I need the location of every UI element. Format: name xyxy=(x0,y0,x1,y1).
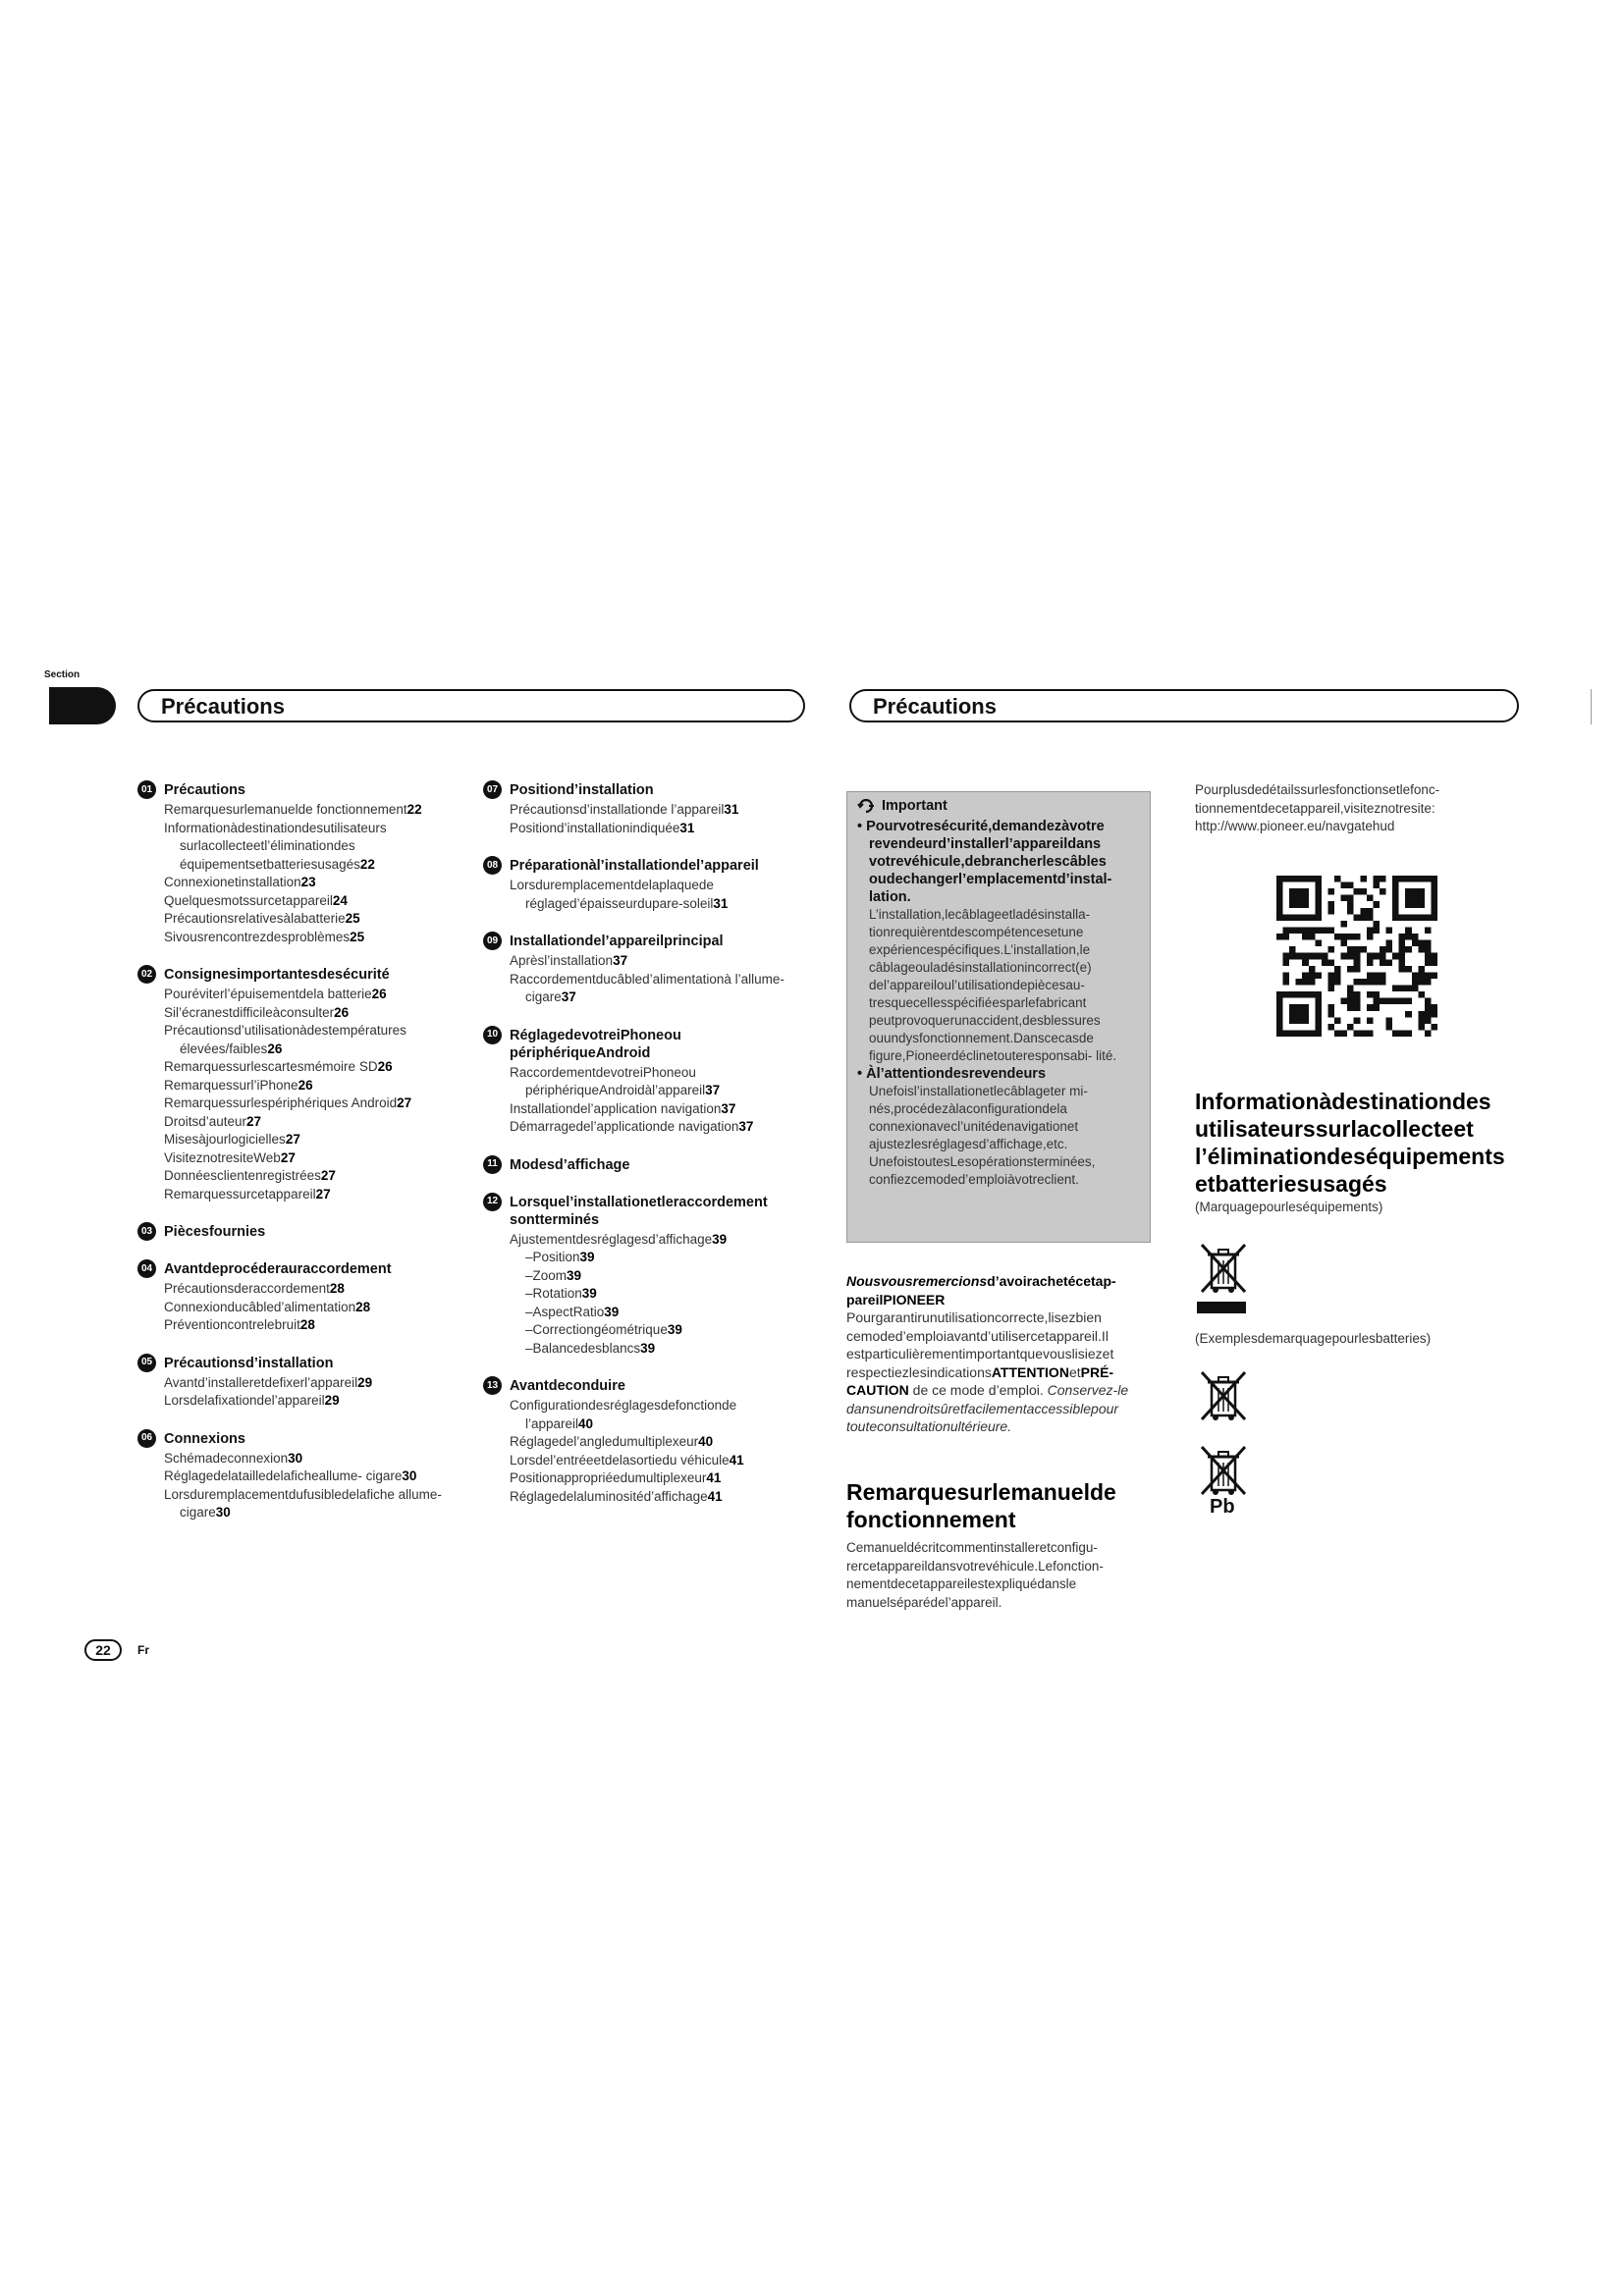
toc-entry xyxy=(483,1064,807,1100)
toc-entry-text: Positionappropriéedumultiplexeur xyxy=(510,1470,707,1485)
toc-section-title: Précautionsd’installation xyxy=(164,1355,334,1371)
toc-entry-page: 31 xyxy=(713,895,729,911)
toc-entry-text: Quelquesmotssurcetappareil xyxy=(164,892,333,908)
toc-entry xyxy=(483,1118,807,1137)
crossed-bin-icon xyxy=(1196,1366,1251,1423)
toc-entry-text: Lorsdel’entréeetdelasortiedu véhicule xyxy=(510,1452,730,1468)
toc-section-heading xyxy=(483,1377,807,1395)
toc-entry-text: Lorsdelafixationdel’appareil xyxy=(164,1393,325,1408)
toc-entry xyxy=(137,1486,461,1522)
more-info-text: Pourplusdedétailssurlesfonctionsetlefonc- tionnementdecetappareil,visiteznotresite: http://www.pioneer.eu/navgatehud xyxy=(1195,782,1440,833)
toc-entry-text: Démarragedel’applicationde navigation xyxy=(510,1119,739,1134)
important-bullet-2-body: Unefoisl’installationetlecâblageter mi- nés,procédezàlaconfigurationdela connexionavecl’unitédenavigationet ajustezlesréglagesd’affichage,etc. UnefoistoutesLesopérationsterminées, confiezcemoded’emploiàvotreclient. xyxy=(869,1084,1096,1187)
toc-section xyxy=(483,1377,807,1506)
toc-entry xyxy=(137,1392,461,1411)
toc-section xyxy=(483,1194,807,1359)
toc-entry-page: 27 xyxy=(397,1095,412,1110)
toc-section-title: Avantdeprocéderauraccordement xyxy=(164,1261,392,1277)
toc-entry xyxy=(137,1316,461,1335)
toc-entry-text: Avantd’installeretdefixerl’appareil xyxy=(164,1374,358,1390)
section-label: Section xyxy=(44,669,81,680)
toc-entry xyxy=(137,1450,461,1468)
toc-entry xyxy=(137,1280,461,1299)
page-edge-mark xyxy=(1591,689,1592,724)
toc-section-title: Préparationàl’installationdel’appareil xyxy=(510,858,759,874)
toc-section-heading xyxy=(483,1156,807,1174)
toc-entry-text: Précautionsderaccordement xyxy=(164,1281,330,1296)
toc-entry-text: –Balancedesblancs xyxy=(525,1340,641,1356)
toc-entry-text: Remarquessurl’iPhone xyxy=(164,1077,298,1093)
toc-entry xyxy=(483,1433,807,1452)
toc-section-heading xyxy=(137,1430,461,1448)
toc-entry-page: 37 xyxy=(561,989,576,1004)
thanks-et: et xyxy=(1068,1363,1081,1380)
page-number: 22 xyxy=(84,1639,122,1661)
toc-entry-page: 37 xyxy=(738,1119,754,1134)
toc-section xyxy=(137,966,461,1203)
toc-entry xyxy=(137,1299,461,1317)
toc-entry-page: 37 xyxy=(613,953,628,968)
toc-entry-page: 25 xyxy=(350,929,365,944)
toc-entry-text: Réglagedel’angledumultiplexeur xyxy=(510,1434,699,1449)
toc-section-heading xyxy=(137,781,461,799)
toc-section xyxy=(137,1223,461,1241)
toc-entry-page: 39 xyxy=(579,1250,595,1264)
toc-entry xyxy=(137,1095,461,1113)
toc-entry-page: 29 xyxy=(324,1393,340,1408)
toc-section-heading xyxy=(483,1194,807,1229)
remarque-title: Remarquesurlemanuelde fonctionnement xyxy=(846,1479,1116,1532)
toc-section-heading xyxy=(137,1260,461,1278)
crossed-bin-icon xyxy=(1196,1441,1251,1498)
toc-section-title: Installationdel’appareilprincipal xyxy=(510,934,724,949)
toc-entry-text: Misesàjourlogicielles xyxy=(164,1132,286,1147)
toc-entry-page: 30 xyxy=(402,1468,417,1483)
toc-section-title: Avantdeconduire xyxy=(510,1378,625,1394)
section-number-badge: 13 xyxy=(483,1376,502,1395)
toc-entry xyxy=(137,1004,461,1023)
toc-section xyxy=(483,781,807,837)
toc-entry-text: Remarquessurlespériphériques Android xyxy=(164,1095,398,1110)
toc-entry-text: Raccordementducâbled’alimentationà l’allume-cigare xyxy=(510,971,785,1004)
toc-entry-page: 26 xyxy=(371,987,387,1001)
important-bullet-1-body: L’installation,lecâblageetladésinstalla- tionrequièrentdescompétencesetune expériencespécifiques.L’installation,le câblageouladésinstallationincorrect(e) del’appareiloul’utilisationdepiècesau- tresquecellesspécifiéesparlefabricant peutprovoquerunaccident,desblessures ouundysfonctionnement.Danscecasde figure,Pioneerdéclinetouteresponsabi- lité. xyxy=(869,907,1117,1063)
toc-entry-page: 37 xyxy=(705,1083,721,1097)
section-number-badge: 09 xyxy=(483,932,502,950)
toc-section-title: RéglagedevotreiPhoneou périphériqueAndroid xyxy=(510,1027,681,1061)
toc-section-title: Modesd’affichage xyxy=(510,1156,630,1173)
toc-column-1 xyxy=(137,781,461,1542)
toc-entry-page: 26 xyxy=(298,1077,313,1093)
toc-entry-text: Informationàdestinationdesutilisateurs surlacollecteetl’éliminationdes équipementsetbatteriesusagés xyxy=(164,820,387,872)
toc-entry xyxy=(137,820,461,875)
section-number-badge: 04 xyxy=(137,1259,156,1278)
toc-section-title: Lorsquel’installationetleraccordement sontterminés xyxy=(510,1194,768,1228)
toc-entry-page: 30 xyxy=(215,1505,231,1520)
important-bullet-2: • Àl’attentiondesrevendeurs xyxy=(857,1066,1047,1082)
toc-entry xyxy=(137,1131,461,1149)
toc-entry-page: 39 xyxy=(667,1322,682,1337)
toc-section-title: Précautions xyxy=(164,782,245,798)
toc-entry xyxy=(137,801,461,820)
toc-entry xyxy=(483,1452,807,1470)
toc-entry xyxy=(137,1113,461,1132)
toc-entry-text: Pouréviterl’épuisementdela batterie xyxy=(164,987,372,1001)
toc-section-heading xyxy=(137,1355,461,1372)
toc-entry xyxy=(137,1077,461,1095)
toc-section xyxy=(483,1027,807,1137)
toc-entry-text: –Zoom xyxy=(525,1267,568,1283)
toc-entry-page: 27 xyxy=(320,1168,336,1183)
toc-entry-page: 39 xyxy=(581,1286,597,1301)
toc-entry-text: –Position xyxy=(525,1250,580,1264)
toc-entry-text: Donnéesclientenregistrées xyxy=(164,1168,321,1183)
toc-entry xyxy=(483,1397,807,1433)
toc-section-heading xyxy=(483,857,807,875)
toc-entry-page: 29 xyxy=(357,1374,373,1390)
toc-entry xyxy=(483,971,807,1007)
toc-section-title: Consignesimportantesdesécurité xyxy=(164,967,390,983)
section-number-badge: 11 xyxy=(483,1155,502,1174)
marquage-label: (Marquagepourleséquipements) xyxy=(1195,1200,1383,1214)
toc-entry xyxy=(483,1304,807,1322)
page-title-right: Précautions xyxy=(849,689,1519,722)
toc-section-title: Connexions xyxy=(164,1430,245,1447)
toc-entry-text: Réglagedelaluminositéd’affichage xyxy=(510,1488,708,1504)
toc-entry xyxy=(483,1285,807,1304)
toc-entry xyxy=(483,801,807,820)
section-number-badge: 02 xyxy=(137,965,156,984)
toc-entry-page: 41 xyxy=(707,1488,723,1504)
toc-entry-text: Précautionsrelativesàlabatterie xyxy=(164,911,346,926)
section-number-badge: 07 xyxy=(483,780,502,799)
toc-entry-page: 28 xyxy=(329,1281,345,1296)
toc-entry-page: 28 xyxy=(299,1317,315,1332)
toc-section-heading xyxy=(483,1027,807,1062)
toc-section xyxy=(137,1260,461,1335)
toc-entry-text: Préventioncontrelebruit xyxy=(164,1317,300,1332)
toc-entry xyxy=(137,892,461,911)
important-icon xyxy=(857,798,877,814)
toc-entry-text: Connexionetinstallation xyxy=(164,875,301,889)
page-title-left: Précautions xyxy=(137,689,805,722)
toc-entry-page: 41 xyxy=(729,1452,744,1468)
toc-entry-page: 39 xyxy=(712,1231,728,1247)
toc-entry xyxy=(483,820,807,838)
toc-entry xyxy=(137,929,461,947)
toc-entry-page: 30 xyxy=(288,1450,303,1466)
toc-entry xyxy=(137,874,461,892)
toc-entry-page: 25 xyxy=(345,911,360,926)
exemples-label: (Exemplesdemarquagepourlesbatteries) xyxy=(1195,1331,1432,1346)
toc-entry xyxy=(483,1249,807,1267)
toc-entry-page: 24 xyxy=(332,892,348,908)
toc-entry xyxy=(137,1149,461,1168)
toc-entry-page: 31 xyxy=(679,820,695,835)
toc-entry-text: –AspectRatio xyxy=(525,1304,605,1319)
toc-entry-page: 37 xyxy=(721,1100,736,1116)
toc-entry-page: 31 xyxy=(724,802,739,817)
toc-entry xyxy=(483,1321,807,1340)
toc-section xyxy=(483,933,807,1007)
section-number-badge: 06 xyxy=(137,1429,156,1448)
language-label: Fr xyxy=(137,1643,149,1657)
toc-entry-page: 39 xyxy=(567,1267,582,1283)
toc-entry-text: Remarquesurlemanuelde fonctionnement xyxy=(164,802,407,817)
toc-section xyxy=(137,781,461,946)
toc-entry xyxy=(137,1167,461,1186)
section-number-badge: 12 xyxy=(483,1193,502,1211)
toc-section xyxy=(137,1355,461,1411)
toc-entry xyxy=(137,1022,461,1058)
section-number-badge: 10 xyxy=(483,1026,502,1044)
toc-section xyxy=(137,1430,461,1522)
thanks-lead-rest: d’avoirachetécetap- pareil xyxy=(846,1273,1116,1308)
toc-entry-text: Réglagedelatailledelaficheallume- cigare xyxy=(164,1468,403,1483)
toc-entry-page: 40 xyxy=(578,1415,594,1431)
toc-entry xyxy=(483,877,807,913)
toc-entry-text: Sivousrencontrezdesproblèmes xyxy=(164,929,351,944)
marking-bar xyxy=(1197,1302,1246,1313)
important-heading xyxy=(857,798,1140,814)
toc-entry-text: Positiond’installationindiquée xyxy=(510,820,680,835)
toc-entry xyxy=(483,1340,807,1359)
toc-section-heading xyxy=(483,781,807,799)
toc-entry xyxy=(137,910,461,929)
toc-entry-page: 39 xyxy=(604,1304,620,1319)
toc-entry-text: –Correctiongéométrique xyxy=(525,1322,668,1337)
toc-entry-text: Lorsduremplacementdufusibledelafiche allume-cigare xyxy=(164,1486,442,1520)
toc-entry-page: 22 xyxy=(359,856,375,872)
toc-entry-text: –Rotation xyxy=(525,1286,582,1301)
toc-column-2 xyxy=(483,781,807,1525)
thanks-brand: PIONEER xyxy=(883,1291,946,1308)
toc-entry xyxy=(483,1469,807,1488)
toc-entry-text: Installationdel’application navigation xyxy=(510,1100,722,1116)
qr-code-icon xyxy=(1276,876,1437,1037)
toc-section xyxy=(483,857,807,913)
toc-section-heading xyxy=(137,966,461,984)
remarque-text: Cemanueldécritcommentinstalleretconfigu- rercetappareildansvotrevéhicule.Lefonction- nementdecetappareilestexpliquédansle manuelséparédel’appareil. xyxy=(846,1540,1104,1610)
toc-entry-text: Schémadeconnexion xyxy=(164,1450,289,1466)
toc-entry-text: Configurationdesréglagesdefonctionde l’appareil xyxy=(510,1398,737,1431)
toc-entry xyxy=(483,1100,807,1119)
toc-entry xyxy=(137,1374,461,1393)
thanks-paragraph xyxy=(846,1272,1159,1436)
toc-entry-text: Précautionsd’installationde l’appareil xyxy=(510,802,725,817)
toc-entry-page: 27 xyxy=(246,1113,262,1129)
toc-section-heading xyxy=(483,933,807,950)
thanks-italic-end: Conservez-le dansunendroitsûretfacilementaccessiblepour touteconsultationultérieure. xyxy=(846,1382,1129,1434)
important-box xyxy=(846,791,1151,1243)
toc-entry-page: 27 xyxy=(280,1149,296,1165)
thanks-precaution: PRÉ- CAUTION xyxy=(846,1363,1114,1398)
section-number-badge: 05 xyxy=(137,1354,156,1372)
important-bullet-1-text: Pourvotresécurité,demandezàvotre revendeurd’installerl’appareildans votrevéhicule,debrancherlescâbles oudechangerl’emplacementd’instal- lation. xyxy=(866,819,1112,905)
toc-section-heading xyxy=(137,1223,461,1241)
toc-entry xyxy=(137,1468,461,1486)
toc-section xyxy=(483,1156,807,1174)
toc-entry-page: 27 xyxy=(315,1186,331,1201)
toc-entry-text: Connexionducâbled’alimentation xyxy=(164,1299,356,1314)
toc-entry-text: Droitsd’auteur xyxy=(164,1113,247,1129)
important-heading-text: Important xyxy=(882,798,947,814)
section-number-badge: 03 xyxy=(137,1222,156,1241)
section-number-badge: 01 xyxy=(137,780,156,799)
toc-entry xyxy=(483,952,807,971)
toc-entry-page: 28 xyxy=(355,1299,371,1314)
toc-entry-page: 26 xyxy=(267,1041,283,1056)
section-tab xyxy=(49,687,116,724)
toc-entry-page: 40 xyxy=(698,1434,714,1449)
toc-entry-text: Remarquessurlescartesmémoire SD xyxy=(164,1059,378,1074)
toc-section-title: Piècesfournies xyxy=(164,1224,266,1240)
toc-entry-page: 39 xyxy=(640,1340,656,1356)
toc-entry-text: RaccordementdevotreiPhoneou périphériqueAndroidàl’appareil xyxy=(510,1064,706,1097)
toc-entry-text: Précautionsd’utilisationàdestempératures élevées/faibles xyxy=(164,1023,406,1056)
toc-entry-page: 22 xyxy=(406,802,422,817)
thanks-body: Pourgarantirunutilisationcorrecte,lisezbien cemoded’emploiavantd’utilisercetappareil.Il estparticulièrementimportantquevouslisiezet respectiezlesindications xyxy=(846,1309,1114,1380)
toc-entry xyxy=(483,1488,807,1507)
toc-entry xyxy=(483,1267,807,1286)
section-number-badge: 08 xyxy=(483,856,502,875)
toc-entry-text: Aprèsl’installation xyxy=(510,953,614,968)
toc-entry-text: Sil’écranestdifficileàconsulter xyxy=(164,1004,335,1020)
crossed-bin-icon xyxy=(1196,1239,1251,1296)
toc-entry-text: Lorsduremplacementdelaplaquede réglaged’épaisseurduparе-soleil xyxy=(510,878,714,911)
important-bullet-1: • Pourvotresécurité,demandezàvotre revendeurd’installerl’appareildans votrevéhicule,debrancherlescâbles oudechangerl’emplacementd’instal- lation. xyxy=(857,819,1112,905)
toc-entry xyxy=(137,986,461,1004)
info-title: Informationàdestinationdes utilisateurssurlacollecteet l’éliminationdeséquipements etbatteriesusagés xyxy=(1195,1089,1505,1197)
toc-entry-text: Ajustementdesréglagesd’affichage xyxy=(510,1231,713,1247)
thanks-lead-italic: Nousvousremercions xyxy=(846,1273,988,1289)
toc-entry-page: 26 xyxy=(377,1059,393,1074)
toc-entry-page: 26 xyxy=(334,1004,350,1020)
toc-section-title: Positiond’installation xyxy=(510,782,654,798)
important-bullet-2-text: Àl’attentiondesrevendeurs xyxy=(866,1066,1047,1082)
toc-entry-page: 41 xyxy=(706,1470,722,1485)
toc-entry-page: 23 xyxy=(300,875,316,889)
pb-label: Pb xyxy=(1210,1496,1235,1518)
toc-entry xyxy=(483,1231,807,1250)
toc-entry xyxy=(137,1058,461,1077)
toc-entry-text: VisiteznotresiteWeb xyxy=(164,1149,281,1165)
toc-entry-page: 27 xyxy=(285,1132,300,1147)
thanks-attention: ATTENTION xyxy=(991,1363,1069,1380)
toc-entry xyxy=(137,1186,461,1204)
thanks-body-2: de ce mode d’emploi. xyxy=(912,1382,1044,1398)
toc-entry-text: Remarquessurcetappareil xyxy=(164,1186,316,1201)
